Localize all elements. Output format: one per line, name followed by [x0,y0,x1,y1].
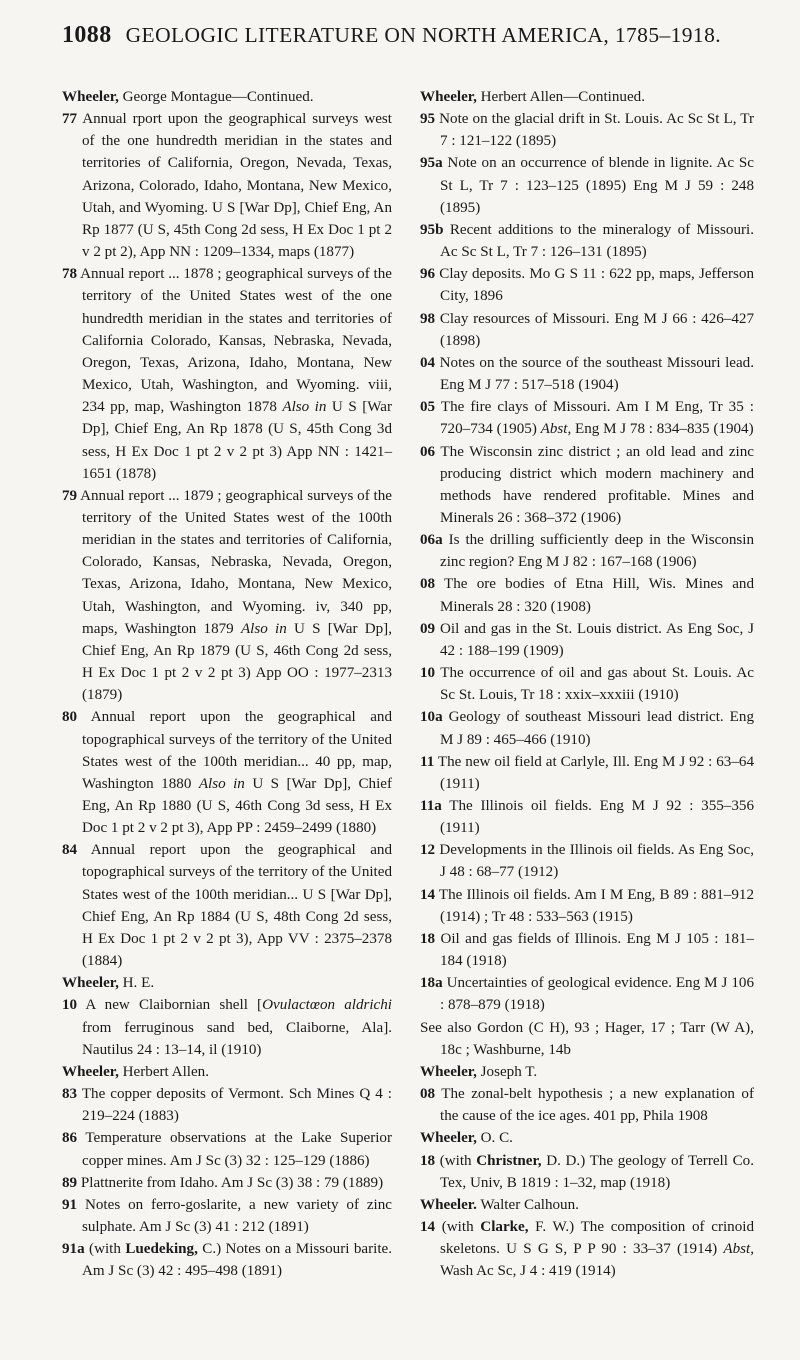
bib-entry: 10a Geology of southeast Missouri lead district. Eng M J 89 : 465–466 (1910) [420,709,754,748]
author-heading: Wheeler, Herbert Allen. [62,1063,209,1080]
see-also-entry: See also Gordon (C H), 93 ; Hager, 17 ; Tarr (W A), 18c ; Washburne, 14b [420,1019,754,1058]
bib-entry: 11 The new oil field at Carlyle, Ill. Eng M J 92 : 63–64 (1911) [420,753,754,792]
bib-entry: 78 Annual report ... 1878 ; geographical surveys of the territory of the United States west of the one hundredth meridian in the states and territories of California Colorado, Kansas, Nebraska, Nevada, Oregon, Texas, Arizona, Idaho, Montana, New Mexico, Utah, Washington, and Wyoming. viii, 234 pp, map, Washington 1878 Also in U S [War Dp], Chief Eng, An Rp 1878 (U S, 45th Cong 3d sess, H Ex Doc 1 pt 2 v 2 pt 3) App NN : 1421–1651 (1878) [62,266,392,482]
bib-entry: 06 The Wisconsin zinc district ; an old lead and zinc producing district which modern machinery and methods have rendered profitable. Mines and Minerals 26 : 368–372 (1906) [420,443,754,526]
bib-entry: 18a Uncertainties of geological evidence. Eng M J 106 : 878–879 (1918) [420,975,754,1014]
bib-entry: 10 A new Claibornian shell [Ovulactœon aldrichi from ferruginous sand bed, Claiborne, Ala]. Nautilus 24 : 13–14, il (1910) [62,997,392,1058]
bib-entry: 89 Plattnerite from Idaho. Am J Sc (3) 38 : 79 (1889) [62,1174,384,1191]
author-heading: Wheeler, George Montague—Continued. [62,89,314,105]
bib-entry: 79 Annual report ... 1879 ; geographical surveys of the territory of the United States west of the 100th meridian in the states and territories of California, Colorado, Kansas, Nebraska, Nevada, Oregon, Texas, Arizona, Idaho, Montana, New Mexico, Utah, Washington, and Wyoming. iv, 340 pp, maps, Washington 1879 Also in U S [War Dp], Chief Eng, An Rp 1879 (U S, 46th Cong 2d sess, H Ex Doc 1 pt 2 v 2 pt 3) App OO : 1977–2313 (1879) [62,487,392,704]
bib-entry: 11a The Illinois oil fields. Eng M J 92 : 355–356 (1911) [420,798,754,837]
running-title: GEOLOGIC LITERATURE ON NORTH AMERICA, 1785–1918. [125,23,722,47]
author-heading: Wheeler, Joseph T. [420,1063,538,1080]
author-heading: Wheeler. Walter Calhoun. [420,1196,579,1213]
bib-entry: 14 The Illinois oil fields. Am I M Eng, B 89 : 881–912 (1914) ; Tr 48 : 533–563 (1915) [420,886,754,925]
bib-entry: 18 Oil and gas fields of Illinois. Eng M J 105 : 181–184 (1918) [420,930,754,970]
bib-entry: 95 Note on the glacial drift in St. Louis. Ac Sc St L, Tr 7 : 121–122 (1895) [420,111,754,150]
bib-entry: 18 (with Christner, D. D.) The geology of Terrell Co. Tex, Univ, B 1819 : 1–32, map (1918) [420,1152,754,1191]
bib-entry: 08 The zonal-belt hypothesis ; a new explanation of the cause of the ice ages. 401 pp, Phila 1908 [420,1086,754,1125]
bib-entry: 95a Note on an occurrence of blende in lignite. Ac Sc St L, Tr 7 : 123–125 (1895) Eng M J 59 : 248 (1895) [420,155,754,216]
bib-entry: 86 Temperature observations at the Lake Superior copper mines. Am J Sc (3) 32 : 125–129 (1886) [62,1130,392,1169]
author-heading: Wheeler, H. E. [62,975,155,992]
left-column [62,86,392,1282]
bib-entry: 96 Clay deposits. Mo G S 11 : 622 pp, maps, Jefferson City, 1896 [420,266,754,305]
bib-entry: 91a (with Luedeking, C.) Notes on a Missouri barite. Am J Sc (3) 42 : 495–498 (1891) [62,1241,392,1280]
bib-entry: 09 Oil and gas in the St. Louis district. As Eng Soc, J 42 : 188–199 (1909) [420,620,754,659]
page-number: 1088 [62,22,112,48]
page-header [62,22,762,49]
bib-entry: 04 Notes on the source of the southeast Missouri lead. Eng M J 77 : 517–518 (1904) [420,354,754,394]
bib-entry: 84 Annual report upon the geographical and topographical surveys of the territory of the United States west of the 100th meridian... U S [War Dp], Chief Eng, An Rp 1884 (U S, 48th Cong 2d sess, H Ex Doc 1 pt 2 v 2 pt 3), App VV : 2375–2378 (1884) [62,842,392,970]
bib-entry: 91 Notes on ferro-goslarite, a new variety of zinc sulphate. Am J Sc (3) 41 : 212 (1891) [62,1196,392,1235]
bib-entry: 95b Recent additions to the mineralogy of Missouri. Ac Sc St L, Tr 7 : 126–131 (1895) [420,221,754,261]
bib-entry: 77 Annual rport upon the geographical surveys west of the one hundredth meridian in the states and territories of California, Oregon, Nevada, Texas, Arizona, Colorado, Idaho, Montana, New Mexico, Utah, and Wyoming. U S [War Dp], Chief Eng, An Rp 1877 (U S, 45th Cong 2d sess, H Ex Doc 1 pt 2 v 2 pt 2), App NN : 1209–1334, maps (1877) [62,111,392,261]
bib-entry: 08 The ore bodies of Etna Hill, Wis. Mines and Minerals 28 : 320 (1908) [420,576,754,615]
bib-entry: 80 Annual report upon the geographical and topographical surveys of the territory of the United States west of the 100th meridian... 40 pp, map, Washington 1880 Also in U S [War Dp], Chief Eng, An Rp 1880 (U S, 46th Cong 3d sess, H Ex Doc 1 pt 2 v 2 pt 3), App PP : 2459–2499 (1880) [62,709,392,837]
bib-entry: 98 Clay resources of Missouri. Eng M J 66 : 426–427 (1898) [420,310,754,349]
author-heading: Wheeler, O. C. [420,1130,513,1147]
bib-entry: 05 The fire clays of Missouri. Am I M Eng, Tr 35 : 720–734 (1905) Abst, Eng M J 78 : 834–835 (1904) [420,399,754,438]
bib-entry: 06a Is the drilling sufficiently deep in the Wisconsin zinc region? Eng M J 82 : 167–168 (1906) [420,532,754,571]
bib-entry: 12 Developments in the Illinois oil fields. As Eng Soc, J 48 : 68–77 (1912) [420,842,754,881]
bib-entry: 10 The occurrence of oil and gas about St. Louis. Ac Sc St. Louis, Tr 18 : xxix–xxxiii (1910) [420,665,754,704]
bib-entry: 14 (with Clarke, F. W.) The composition of crinoid skeletons. U S G S, P P 90 : 33–37 (1914) Abst, Wash Ac Sc, J 4 : 419 (1914) [420,1218,754,1280]
bib-entry: 83 The copper deposits of Vermont. Sch Mines Q 4 : 219–224 (1883) [62,1086,392,1125]
author-heading: Wheeler, Herbert Allen—Continued. [420,89,645,105]
right-column [420,86,754,1282]
